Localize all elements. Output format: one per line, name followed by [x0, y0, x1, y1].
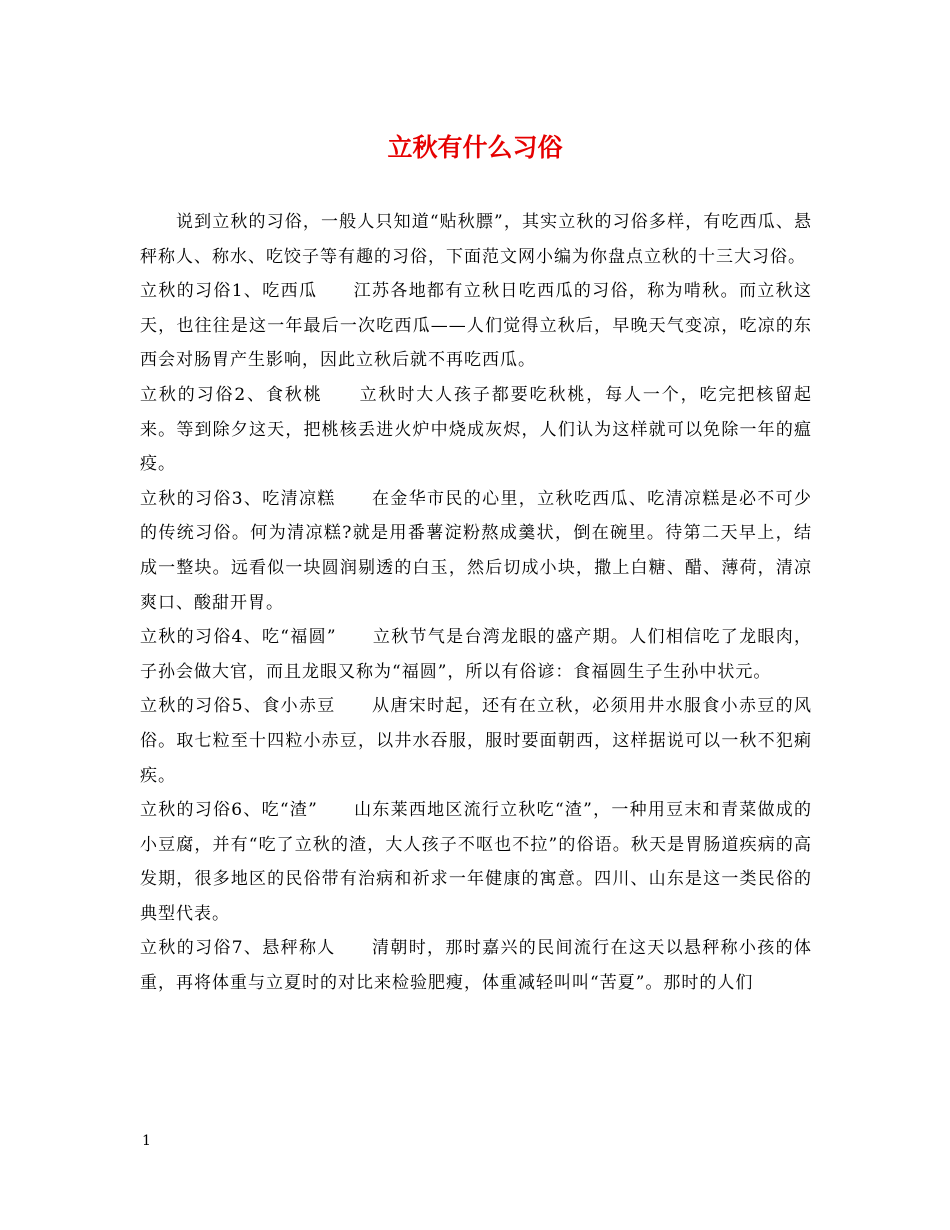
custom-paragraph-2: [140, 378, 812, 482]
page-title: 立秋有什么习俗: [387, 133, 563, 162]
custom-text: 在金华市民的心里，立秋吃西瓜、吃清凉糕是必不可少的传统习俗。何为清凉糕?就是用番薯淀粉熬成羹状，倒在碗里。待第二天早上，结成一整块。远看似一块圆润剔透的白玉，然后切成小块，撒上白糖、醋、薄荷，清凉爽口、酸甜开胃。: [140, 488, 813, 613]
custom-paragraph-1: [140, 274, 812, 378]
custom-heading: 立秋的习俗2、食秋桃: [140, 384, 323, 405]
page-number: 1: [142, 1133, 151, 1149]
custom-text: 江苏各地都有立秋日吃西瓜的习俗，称为啃秋。而立秋这天，也往往是这一年最后一次吃西瓜——人们觉得立秋后，早晚天气变凉，吃凉的东西会对肠胃产生影响，因此立秋后就不再吃西瓜。: [140, 281, 812, 371]
document-body: [140, 205, 812, 1001]
custom-text: 立秋节气是台湾龙眼的盛产期。人们相信吃了龙眼肉，子孙会做大官，而且龙眼又称为“福圆”，所以有俗谚：食福圆生子生孙中状元。: [140, 627, 812, 682]
custom-heading: 立秋的习俗5、食小赤豆: [140, 696, 336, 717]
custom-text: 山东莱西地区流行立秋吃“渣”，一种用豆末和青菜做成的小豆腐，并有“吃了立秋的渣，大人孩子不呕也不拉”的俗语。秋天是胃肠道疾病的高发期，很多地区的民俗带有治病和祈求一年健康的寓意。四川、山东是这一类民俗的典型代表。: [140, 800, 812, 924]
custom-heading: 立秋的习俗1、吃西瓜: [140, 281, 318, 302]
custom-paragraph-3: [140, 482, 812, 620]
custom-heading: 立秋的习俗4、吃“福圆”: [140, 627, 337, 648]
custom-heading: 立秋的习俗7、悬秤称人: [140, 938, 336, 959]
custom-text: 从唐宋时起，还有在立秋，必须用井水服食小赤豆的风俗。取七粒至十四粒小赤豆，以井水吞服，服时要面朝西，这样据说可以一秋不犯痢疾。: [140, 696, 813, 786]
intro-paragraph: 说到立秋的习俗，一般人只知道“贴秋膘”，其实立秋的习俗多样，有吃西瓜、悬秤称人、称水、吃饺子等有趣的习俗，下面范文网小编为你盘点立秋的十三大习俗。: [140, 212, 812, 267]
custom-paragraph-5: [140, 689, 812, 793]
custom-heading: 立秋的习俗6、吃“渣”: [140, 800, 318, 821]
custom-paragraph-4: [140, 620, 812, 689]
custom-text: 立秋时大人孩子都要吃秋桃，每人一个，吃完把核留起来。等到除夕这天，把桃核丢进火炉中烧成灰烬，人们认为这样就可以免除一年的瘟疫。: [140, 384, 812, 475]
custom-text: 清朝时，那时嘉兴的民间流行在这天以悬秤称小孩的体重，再将体重与立夏时的对比来检验肥瘦，体重减轻叫叫“苦夏”。那时的人们: [140, 938, 813, 994]
custom-heading: 立秋的习俗3、吃清凉糕: [140, 488, 336, 509]
custom-paragraph-6: [140, 793, 812, 931]
custom-paragraph-7: [140, 931, 812, 1000]
